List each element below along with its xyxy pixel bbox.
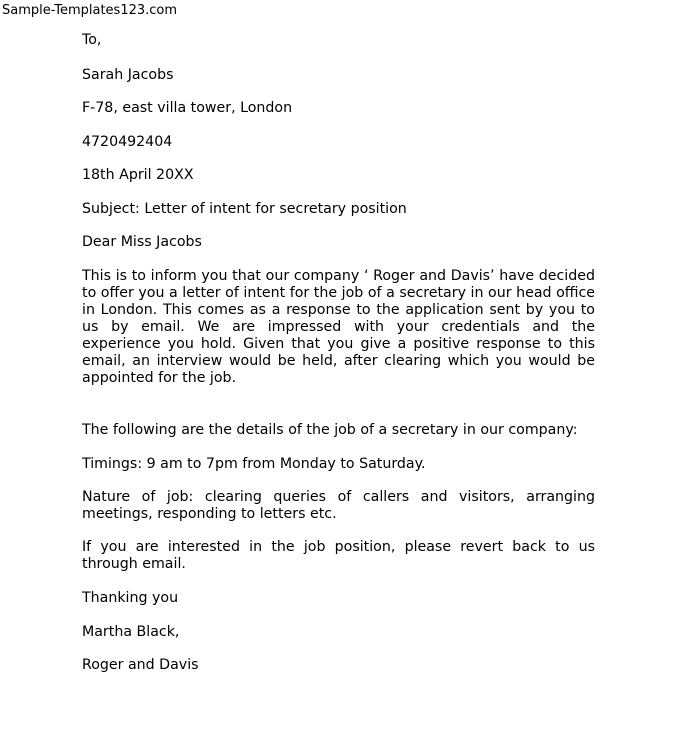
closing-paragraph: If you are interested in the job position, please revert back to us through email. — [82, 539, 595, 572]
thanks-line: Thanking you — [82, 590, 179, 606]
letter-date: 18th April 20XX — [82, 167, 194, 183]
letter-body — [82, 32, 595, 674]
recipient-phone: 4720492404 — [82, 134, 173, 150]
recipient-name: Sarah Jacobs — [82, 67, 174, 83]
intro-paragraph: This is to inform you that our company ‘ Roger and Davis’ have decided to offer you a letter of intent for the job of a secretary in our head office in London. This comes as a response to the application sent by you to us by email. We are impressed with your credentials and the experience you hold. Given that you give a positive response to this email, an interview would be held, after clearing which you would be appointed for the job. — [82, 268, 595, 386]
watermark-text: Sample-Templates123.com — [2, 3, 178, 18]
letter-greeting: Dear Miss Jacobs — [82, 234, 202, 250]
nature-of-job-paragraph: Nature of job: clearing queries of callers and visitors, arranging meetings, responding to letters etc. — [82, 489, 595, 522]
sender-company: Roger and Davis — [82, 657, 199, 673]
sender-name: Martha Black, — [82, 624, 180, 640]
letter-subject: Subject: Letter of intent for secretary position — [82, 201, 407, 217]
timings-line: Timings: 9 am to 7pm from Monday to Saturday. — [82, 456, 426, 472]
details-paragraph: The following are the details of the job of a secretary in our company: — [82, 422, 578, 438]
recipient-address: F-78, east villa tower, London — [82, 100, 293, 116]
salutation-to: To, — [82, 32, 102, 48]
